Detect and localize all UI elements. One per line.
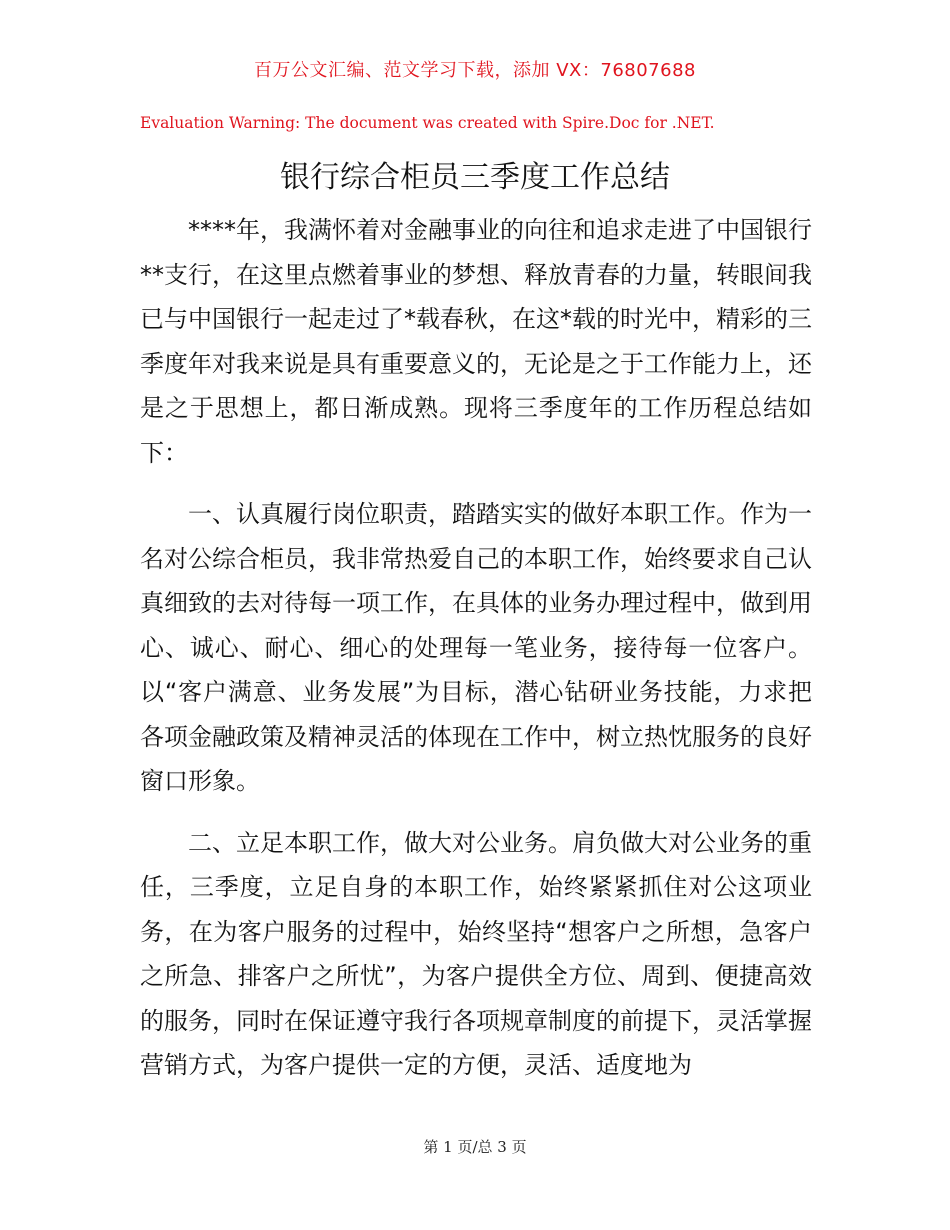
paragraph-section-2: 二、立足本职工作，做大对公业务。肩负做大对公业务的重任，三季度，立足自身的本职工作，始终紧紧抓住对公这项业务，在为客户服务的过程中，始终坚持“想客户之所想，急客户之所急、排客户之所忧”，为客户提供全方位、周到、便捷高效的服务，同时在保证遵守我行各项规章制度的前提下，灵活掌握营销方式，为客户提供一定的方便，灵活、适度地为	[140, 828, 812, 1079]
evaluation-warning: Evaluation Warning: The document was created with Spire.Doc for .NET.	[140, 114, 715, 132]
document-title: 银行综合柜员三季度工作总结	[280, 160, 670, 195]
paragraph-section-1: 一、认真履行岗位职责，踏踏实实的做好本职工作。作为一名对公综合柜员，我非常热爱自己的本职工作，始终要求自己认真细致的去对待每一项工作，在具体的业务办理过程中，做到用心、诚心、耐心、细心的处理每一笔业务，接待每一位客户。以“客户满意、业务发展”为目标，潜心钻研业务技能，力求把各项金融政策及精神灵活的体现在工作中，树立热忱服务的良好窗口形象。	[140, 500, 812, 795]
header-banner: 百万公文汇编、范文学习下载，添加 VX：76807688	[254, 60, 696, 81]
document-body	[140, 208, 812, 1088]
paragraph-intro: ****年，我满怀着对金融事业的向往和追求走进了中国银行**支行，在这里点燃着事业的梦想、释放青春的力量，转眼间我已与中国银行一起走过了*载春秋，在这*载的时光中，精彩的三季度年对我来说是具有重要意义的，无论是之于工作能力上，还是之于思想上，都日渐成熟。现将三季度年的工作历程总结如下：	[140, 216, 812, 467]
page-footer: 第 1 页/总 3 页	[423, 1138, 527, 1156]
